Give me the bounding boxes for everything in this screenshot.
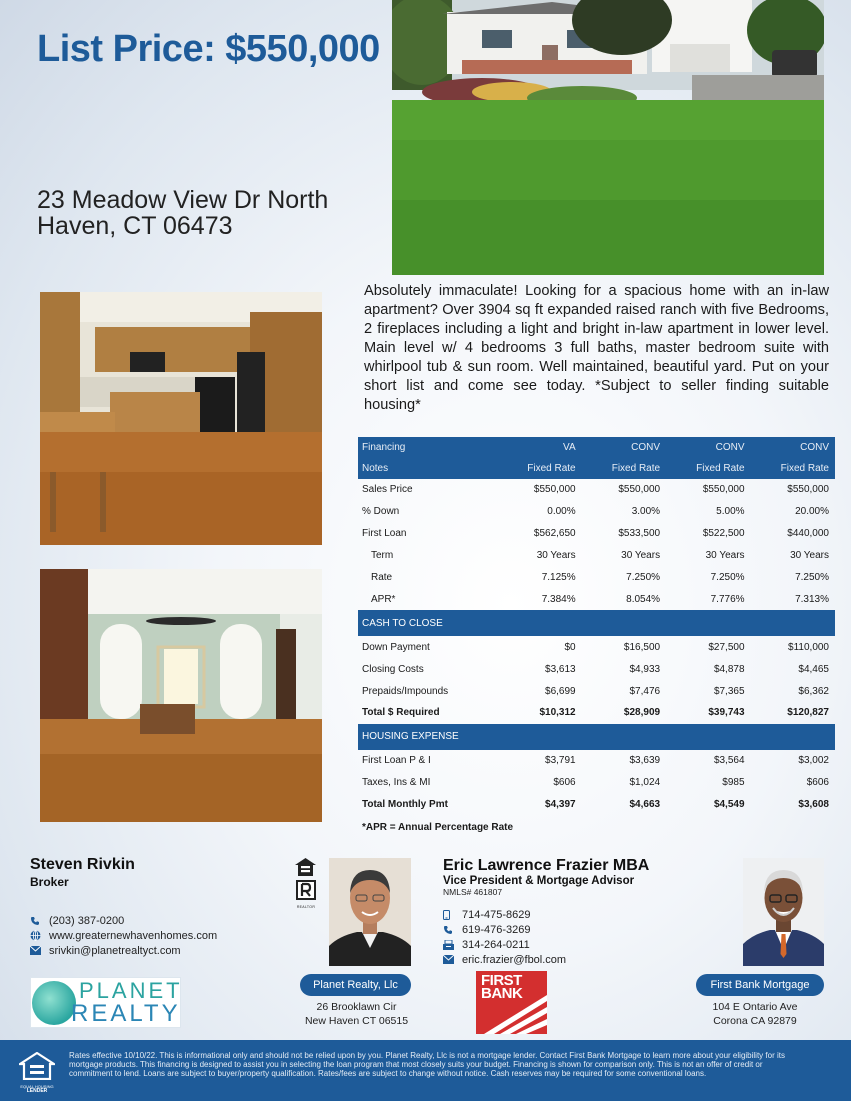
table-cell: $550,000 [787,484,829,496]
table-row [358,567,835,589]
table-cell: 30 Years [621,550,661,562]
lender-mobile-row[interactable] [443,907,566,922]
ehl-text-2: LENDER [26,1088,48,1094]
table-cell: CONV [666,437,750,458]
table-row [358,458,835,479]
row-label: Notes [358,458,497,479]
table-cell: $7,476 [629,685,661,697]
equal-housing-icon [295,858,316,881]
row-label: APR* [371,593,396,605]
table-cell: $985 [722,777,745,789]
table-cell: $10,312 [539,707,576,719]
financing-table [358,437,835,840]
apr-footnote: *APR = Annual Percentage Rate [362,822,514,834]
realtor-website: www.greaternewhavenhomes.com [49,929,218,942]
table-cell: $3,791 [545,755,576,767]
lender-office-address [700,1001,810,1028]
table-cell: VA [497,437,581,458]
globe-icon [30,930,49,941]
table-row [358,794,835,816]
fax-icon [443,940,462,950]
row-label: Financing [358,437,497,458]
table-row [358,501,835,523]
table-row [358,437,835,458]
table-cell: 3.00% [631,506,661,518]
first-bank-pill[interactable]: First Bank Mortgage [696,974,824,996]
planet-realty-logo [30,977,181,1028]
realtor-title: Broker [30,875,69,889]
table-cell: 8.054% [626,593,661,605]
section-title: HOUSING EXPENSE [358,724,835,750]
realtor-mark-label: REALTOR [296,905,316,909]
table-row [358,702,835,724]
table-cell: 7.384% [541,593,576,605]
first-bank-text-1: FIRST [481,972,522,989]
table-cell: $110,000 [788,641,829,653]
row-label: First Loan P & I [362,755,431,767]
table-cell: $16,500 [623,641,661,653]
lender-title: Vice President & Mortgage Advisor [443,875,635,887]
table-row [358,523,835,545]
table-cell: 7.313% [795,593,829,605]
table-cell: $27,500 [708,641,745,653]
lender-phone: 619-476-3269 [462,923,531,936]
lender-office-line-1: 104 E Ontario Ave [712,1001,798,1013]
table-cell: 7.250% [626,572,661,583]
table-row [358,750,835,772]
lender-email: eric.frazier@fbol.com [462,953,567,966]
lender-headshot [743,858,824,966]
table-cell: $4,549 [713,799,745,811]
table-cell: $4,933 [629,663,661,675]
lender-phone-row[interactable] [443,922,566,937]
table-cell: $3,613 [545,663,576,675]
table-cell: $0 [564,641,576,653]
realtor-phone-row[interactable] [30,913,217,928]
table-cell: CONV [751,437,835,458]
table-cell: $550,000 [702,484,745,496]
table-cell: $6,699 [545,685,576,697]
table-footnote-row [358,816,835,840]
equal-housing-lender-badge [19,1052,55,1094]
lender-contacts [443,907,566,967]
living-room-photo [40,569,322,822]
phone-icon [30,916,49,926]
phone-icon [443,925,462,935]
footer-disclaimer: Rates effective 10/10/22. This is informational only and should not be relied upon by you. Planet Realty, Llc is not a mortgage lender. Contact First Bank Mortgage to learn more about your eligibility for its mortgage products. This financing is designed to assist you in selecting the loan program that most closely suits your budget. Financing is shown for comparison only. This is not an offer of credit or commitment to lend. Loans are subject to buyer/property qualification. Rates/fees are subject to change without notice. Cash reserves may be required for some conventional loans. [69,1051,785,1078]
exterior-photo [392,0,824,275]
planet-logo-text-2: REALTY [71,1000,181,1027]
table-row [358,588,835,610]
lender-info [443,857,649,897]
kitchen-photo [40,292,322,545]
realtor-contacts [30,913,217,958]
realtor-office-address [291,1001,422,1028]
first-bank-logo [476,971,547,1034]
table-cell: $39,743 [708,707,745,719]
section-title: CASH TO CLOSE [358,610,835,636]
table-cell: $120,827 [787,707,829,719]
envelope-icon [443,955,462,964]
realtor-headshot [329,858,411,966]
lender-fax: 314-264-0211 [462,938,530,951]
table-cell: Fixed Rate [582,458,666,479]
table-cell: $3,564 [713,755,745,767]
property-description: Absolutely immaculate! Looking for a spacious home with an in-law apartment? Over 3904 sq ft expanded raised ranch with five Bedrooms, 2 fireplaces including a light and bright in-law apartment in lower level. Main level w/ 4 bedrooms 3 full baths, master bedroom suite with whirlpool tub & sun room. Well maintained, beautiful yard. Put on your short list and come see today. *Subject to seller finding suitable housing* [364,283,829,413]
table-cell: $533,500 [618,528,661,540]
table-cell: $1,024 [629,777,661,789]
table-cell: $3,608 [798,799,829,811]
realtor-name: Steven Rivkin [30,856,135,873]
ehl-text-1: EQUAL HOUSING [20,1084,54,1089]
realtor-email-row[interactable] [30,943,217,958]
table-cell: Fixed Rate [751,458,835,479]
table-cell: 7.125% [541,572,576,583]
table-cell: $7,365 [713,685,745,697]
row-label: Total Monthly Pmt [362,799,448,811]
table-row [358,772,835,794]
row-label: First Loan [362,528,407,540]
table-cell: $4,465 [798,663,829,675]
realtor-r-icon [296,880,316,909]
table-cell: $550,000 [618,484,661,496]
table-cell: 7.250% [710,572,745,583]
row-label: Term [371,550,394,562]
table-row [358,636,835,658]
realtor-office-line-2: New Haven CT 06515 [304,1014,409,1027]
table-cell: $440,000 [787,528,829,540]
table-cell: 7.776% [710,593,745,605]
row-label: % Down [362,506,400,518]
row-label: Sales Price [362,484,413,496]
lender-email-row[interactable] [443,952,566,967]
table-cell: 5.00% [716,506,745,518]
mobile-phone-icon [443,910,462,920]
table-cell: $3,639 [629,755,661,767]
planet-logo-text-1: PLANET [79,978,183,1003]
row-label: Closing Costs [362,663,424,675]
table-cell: $4,878 [713,663,745,675]
table-cell: $6,362 [798,685,829,697]
table-cell: $28,909 [623,707,661,719]
table-cell: Fixed Rate [666,458,750,479]
table-cell: $550,000 [533,484,576,496]
realtor-website-row[interactable] [30,928,217,943]
row-label: Down Payment [362,641,430,653]
table-cell: $562,650 [533,528,576,540]
table-cell: $4,663 [629,799,661,811]
table-cell: 0.00% [547,506,576,518]
realtor-phone: (203) 387-0200 [49,914,125,927]
envelope-icon [30,946,49,955]
address-line-1: 23 Meadow View Dr North [37,186,329,214]
lender-mobile: 714-475-8629 [462,908,531,921]
table-cell: Fixed Rate [497,458,581,479]
table-row [358,545,835,567]
table-cell: 7.250% [795,572,829,583]
table-row [358,479,835,501]
lender-nmls: NMLS# 461807 [443,887,503,897]
table-cell: 30 Years [536,550,576,562]
row-label: Taxes, Ins & MI [362,777,431,789]
table-cell: $3,002 [798,755,829,767]
table-cell: CONV [582,437,666,458]
lender-office-line-2: Corona CA 92879 [713,1014,797,1027]
lender-name: Eric Lawrence Frazier MBA [443,857,650,874]
row-label: Prepaids/Impounds [362,685,449,697]
table-cell: 30 Years [790,550,829,562]
table-row [358,658,835,680]
table-cell: $606 [806,777,829,789]
table-cell: $522,500 [702,528,745,540]
table-cell: 20.00% [795,506,829,518]
table-row [358,680,835,702]
table-cell: $4,397 [545,799,576,811]
section-header [358,724,835,750]
realtor-office-line-1: 26 Brooklawn Cir [316,1001,397,1013]
property-address [37,187,357,239]
realtor-email: srivkin@planetrealtyct.com [49,944,181,957]
first-bank-text-2: BANK [481,985,523,1002]
row-label: Total $ Required [362,707,440,719]
section-header [358,610,835,636]
row-label: Rate [371,572,393,583]
list-price-heading: List Price: $550,000 [37,28,380,70]
table-cell: $606 [553,777,576,789]
planet-realty-pill[interactable]: Planet Realty, Llc [300,974,411,996]
lender-fax-row[interactable] [443,937,566,952]
table-cell: 30 Years [705,550,745,562]
realtor-info [30,856,135,889]
address-line-2: Haven, CT 06473 [37,212,233,240]
